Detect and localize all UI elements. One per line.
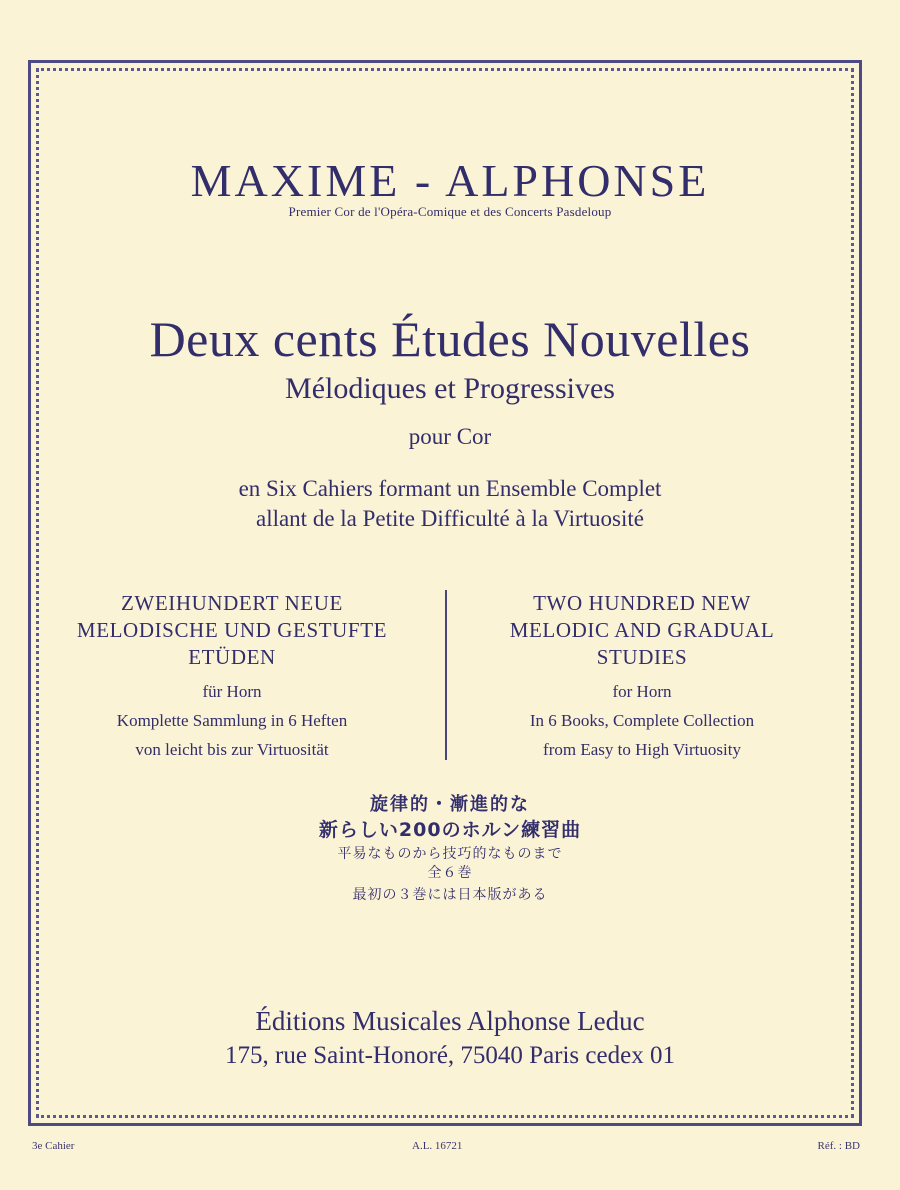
english-column (432, 590, 852, 764)
footer-catalog-number: A.L. 16721 (412, 1140, 463, 1152)
german-text-line: für Horn (202, 682, 262, 701)
footer-volume: 3e Cahier (32, 1140, 75, 1152)
translations-section (0, 590, 900, 770)
english-text-line: for Horn (612, 682, 672, 701)
german-text-line: Komplette Sammlung in 6 Heften (116, 711, 348, 730)
main-title: Deux cents Études Nouvelles (149, 311, 751, 367)
japanese-line-3: 平易なものから技巧的なものまで (337, 846, 563, 862)
footer-reference: Réf. : BD (817, 1140, 860, 1152)
english-heading-line: STUDIES (596, 645, 688, 669)
german-heading-line: MELODISCHE UND GESTUFTE (76, 618, 388, 642)
english-heading-line: TWO HUNDRED NEW (533, 591, 751, 615)
german-column (22, 590, 442, 764)
english-heading-line: MELODIC AND GRADUAL (509, 618, 775, 642)
description-line-2: allant de la Petite Difficulté à la Virtuosité (255, 506, 644, 531)
german-heading-line: ETÜDEN (188, 645, 276, 669)
sub-title: Mélodiques et Progressives (285, 372, 615, 405)
description-line-1: en Six Cahiers formant un Ensemble Complet (238, 476, 662, 501)
publisher-address: 175, rue Saint-Honoré, 75040 Paris cedex 01 (225, 1042, 675, 1069)
english-text-line: from Easy to High Virtuosity (543, 740, 741, 759)
column-divider (445, 590, 447, 760)
japanese-line-1: 旋律的・漸進的な (370, 794, 530, 815)
composer-subtitle: Premier Cor de l'Opéra-Comique et des Concerts Pasdeloup (288, 204, 612, 219)
composer-name: MAXIME - ALPHONSE (190, 155, 710, 206)
japanese-line-2: 新らしい200のホルン練習曲 (318, 819, 582, 841)
german-text-line: von leicht bis zur Virtuosität (135, 740, 329, 759)
instrument-line: pour Cor (408, 424, 492, 449)
publisher-name: Éditions Musicales Alphonse Leduc (255, 1006, 645, 1036)
japanese-line-4: 全６巻 (427, 865, 473, 881)
japanese-line-5: 最初の３巻には日本版がある (352, 887, 548, 903)
english-text-line: In 6 Books, Complete Collection (529, 711, 755, 730)
german-heading-line: ZWEIHUNDERT NEUE (121, 591, 343, 615)
